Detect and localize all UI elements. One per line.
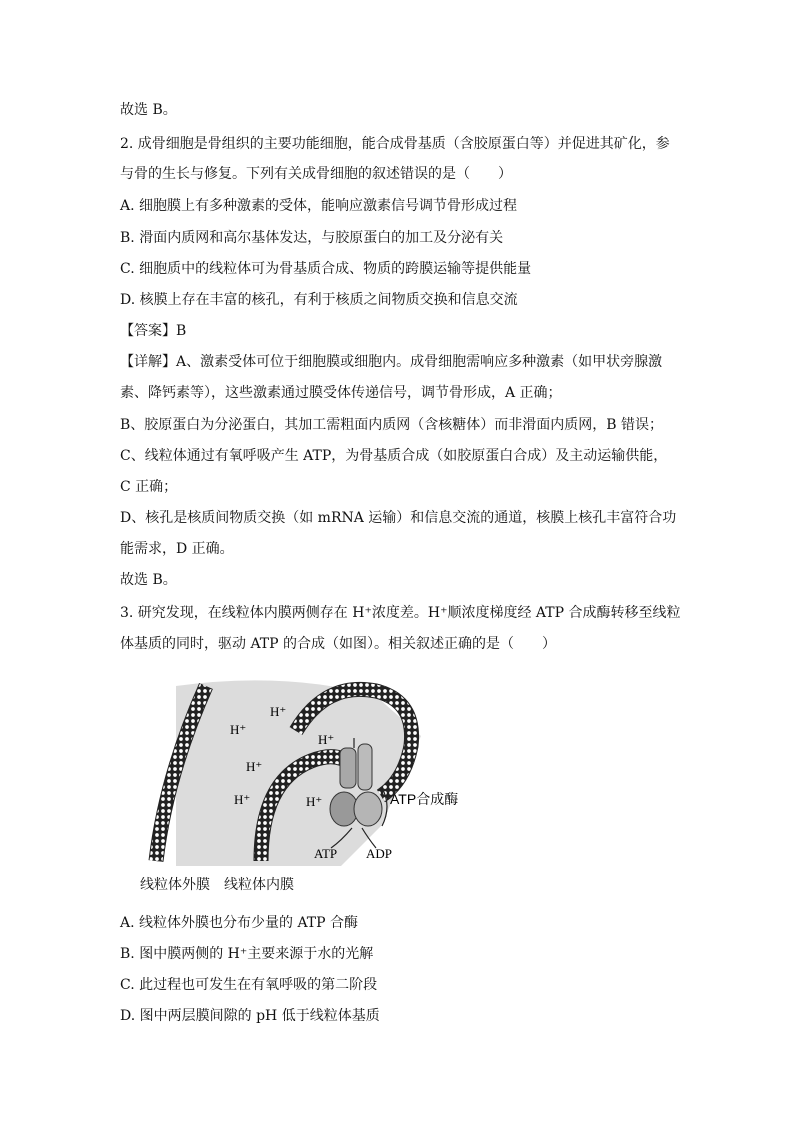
option-d: D. 核膜上存在丰富的核孔，有利于核质之间物质交换和信息交流	[120, 292, 518, 308]
option-c: C. 细胞质中的线粒体可为骨基质合成、物质的跨膜运输等提供能量	[120, 261, 532, 277]
h-ion-label: H⁺	[246, 759, 263, 774]
h-ion-label: H⁺	[318, 732, 335, 747]
explanation-line: B、胶原蛋白为分泌蛋白，其加工需粗面内质网（含核糖体）而非滑面内质网，B 错误；	[120, 417, 664, 433]
answer: 【答案】B	[120, 323, 187, 339]
text-line: 故选 B。	[120, 572, 177, 588]
outer-membrane-label: 线粒体外膜	[140, 877, 210, 893]
inner-membrane-label: 线粒体内膜	[224, 877, 294, 893]
mitochondria-figure	[136, 676, 476, 906]
option-d: D. 图中两层膜间隙的 pH 低于线粒体基质	[120, 1008, 380, 1024]
explanation-line: C、线粒体通过有氧呼吸产生 ATP，为骨基质合成（如胶原蛋白合成）及主动运输供能，	[120, 448, 668, 464]
option-b: B. 滑面内质网和高尔基体发达，与胶原蛋白的加工及分泌有关	[120, 230, 504, 246]
figure-caption	[140, 874, 308, 894]
h-ion-label: H⁺	[230, 722, 247, 737]
option-c: C. 此过程也可发生在有氧呼吸的第二阶段	[120, 977, 378, 993]
atp-label: ATP	[314, 846, 338, 861]
explanation-line: 能需求，D 正确。	[120, 541, 234, 557]
adp-label: ADP	[366, 846, 393, 861]
explanation-line: 素、降钙素等），这些激素通过膜受体传递信号，调节骨形成，A 正确；	[120, 385, 562, 401]
synthase-stalk	[358, 744, 372, 790]
question-3-stem: 3. 研究发现，在线粒体内膜两侧存在 H⁺浓度差。H⁺顺浓度梯度经 ATP 合成酶转移至线粒	[120, 605, 681, 621]
explanation-line: C 正确；	[120, 479, 178, 495]
explanation-line: 【详解】A、激素受体可位于细胞膜或细胞内。成骨细胞需响应多种激素（如甲状旁腺激	[120, 354, 663, 370]
question-2-stem: 2. 成骨细胞是骨组织的主要功能细胞，能合成骨基质（含胶原蛋白等）并促进其矿化，参	[120, 136, 670, 152]
option-a: A. 线粒体外膜也分布少量的 ATP 合酶	[120, 915, 359, 931]
question-2-stem-cont: 与骨的生长与修复。下列有关成骨细胞的叙述错误的是（ ）	[120, 166, 512, 182]
option-b: B. 图中膜两侧的 H⁺主要来源于水的光解	[120, 946, 374, 962]
text-line: 故选 B。	[120, 102, 177, 118]
h-ion-label: H⁺	[270, 704, 287, 719]
synthase-head-right	[354, 792, 382, 826]
question-3-stem-cont: 体基质的同时，驱动 ATP 的合成（如图）。相关叙述正确的是（ ）	[120, 636, 557, 652]
h-ion-label: H⁺	[306, 794, 323, 809]
h-ion-label: H⁺	[234, 792, 251, 807]
membrane-diagram	[136, 676, 476, 876]
explanation-line: D、核孔是核质间物质交换（如 mRNA 运输）和信息交流的通道，核膜上核孔丰富符合功	[120, 510, 677, 526]
option-a: A. 细胞膜上有多种激素的受体，能响应激素信号调节骨形成过程	[120, 198, 518, 214]
synthase-label: ATP合成酶	[390, 791, 459, 807]
synthase-stator	[340, 748, 356, 788]
